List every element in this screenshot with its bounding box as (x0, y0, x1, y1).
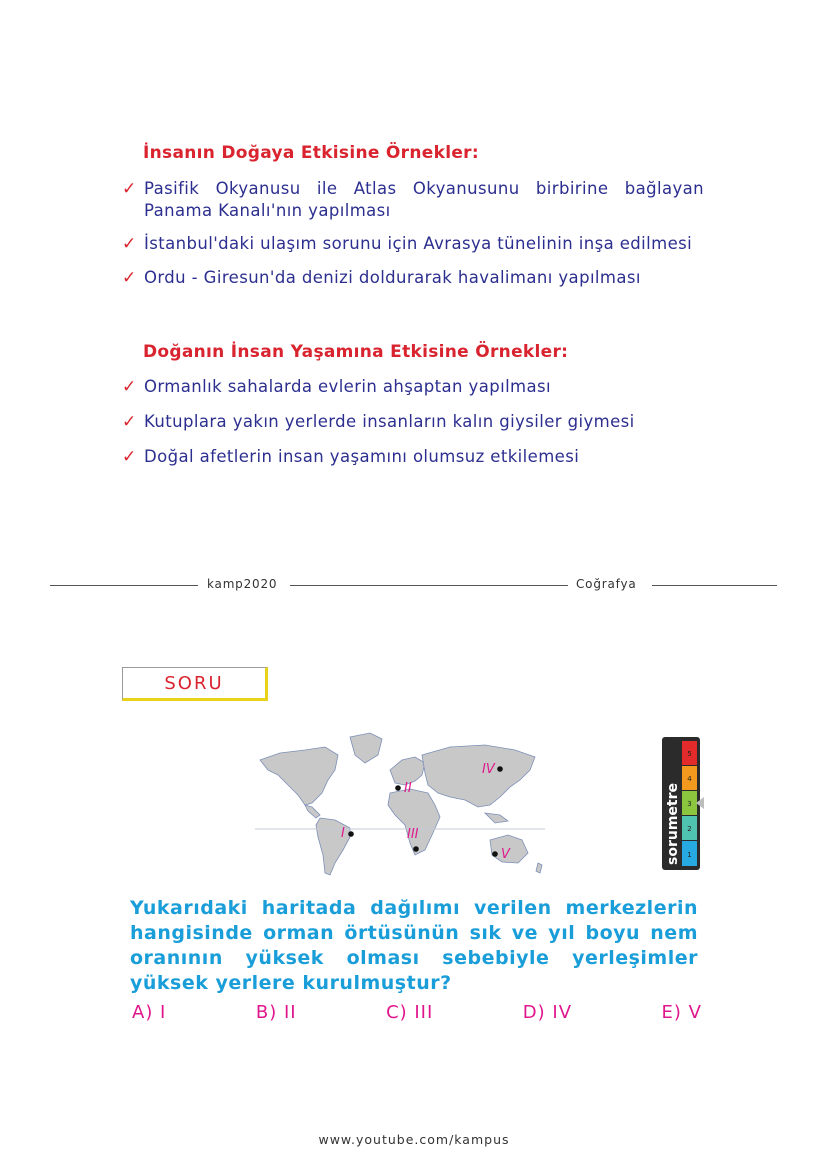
check-icon: ✓ (122, 234, 137, 254)
check-icon: ✓ (122, 412, 137, 432)
world-map-icon (250, 725, 550, 880)
list-item-text: Pasifik Okyanusu ile Atlas Okyanusunu birbirine bağlayan Panama Kanalı'nın yapılması (144, 179, 704, 220)
choice-b[interactable]: B) II (255, 1002, 297, 1023)
check-icon: ✓ (122, 447, 137, 467)
marker-label-i: I (341, 826, 345, 841)
marker-label-ii: II (404, 781, 412, 796)
svg-text:5: 5 (687, 750, 692, 758)
list-item-text: Doğal afetlerin insan yaşamını olumsuz etkilemesi (144, 447, 580, 466)
choice-d[interactable]: D) IV (522, 1002, 573, 1023)
section-heading-human-impact: İnsanın Doğaya Etkisine Örnekler: (143, 143, 479, 163)
list-item (122, 233, 704, 255)
list-item-text: Kutuplara yakın yerlerde insanların kalın giysiler giymesi (144, 412, 635, 431)
world-map (250, 725, 550, 880)
list-item-text: Ordu - Giresun'da denizi doldurarak havalimanı yapılması (144, 268, 641, 287)
list-human-impact (122, 178, 704, 289)
list-item (122, 376, 704, 398)
footer-divider-left (50, 585, 198, 586)
footer-url: www.youtube.com/kampus (318, 1132, 510, 1147)
answer-choices (132, 1002, 702, 1023)
marker-label-iii: III (407, 827, 419, 842)
soru-label: SORU (164, 672, 224, 694)
footer-kamp-label: kamp2020 (207, 577, 278, 591)
sorumetre-difficulty-meter (662, 737, 704, 870)
choice-e[interactable]: E) V (661, 1002, 702, 1023)
footer-divider-right (652, 585, 777, 586)
footer-divider-middle (290, 585, 568, 586)
list-item-text: İstanbul'daki ulaşım sorunu için Avrasya tünelinin inşa edilmesi (144, 234, 693, 253)
svg-text:4: 4 (687, 775, 692, 783)
section-heading-nature-impact: Doğanın İnsan Yaşamına Etkisine Örnekler: (143, 342, 569, 362)
check-icon: ✓ (122, 179, 137, 199)
question-text: Yukarıdaki haritada dağılımı verilen merkezlerin hangisinde orman örtüsünün sık ve yıl boyu nem oranının yüksek olması sebebiyle yerleşimler yüksek yerlere kurulmuştur? (130, 897, 698, 994)
check-icon: ✓ (122, 268, 137, 288)
list-item-text: Ormanlık sahalarda evlerin ahşaptan yapılması (144, 377, 552, 396)
list-item (122, 178, 704, 222)
marker-label-iv: IV (482, 762, 495, 777)
check-icon: ✓ (122, 377, 137, 397)
marker-label-v: V (501, 847, 510, 862)
soru-badge (122, 667, 268, 701)
footer-subject-label: Coğrafya (576, 577, 637, 591)
choice-a[interactable]: A) I (132, 1002, 167, 1023)
list-item (122, 411, 704, 433)
list-nature-impact (122, 376, 704, 468)
list-item (122, 446, 704, 468)
svg-text:2: 2 (687, 825, 692, 833)
svg-text:3: 3 (687, 800, 692, 808)
list-item (122, 267, 704, 289)
svg-text:1: 1 (687, 851, 692, 859)
sorumetre-title: sorumetre (665, 783, 681, 865)
choice-c[interactable]: C) III (386, 1002, 434, 1023)
